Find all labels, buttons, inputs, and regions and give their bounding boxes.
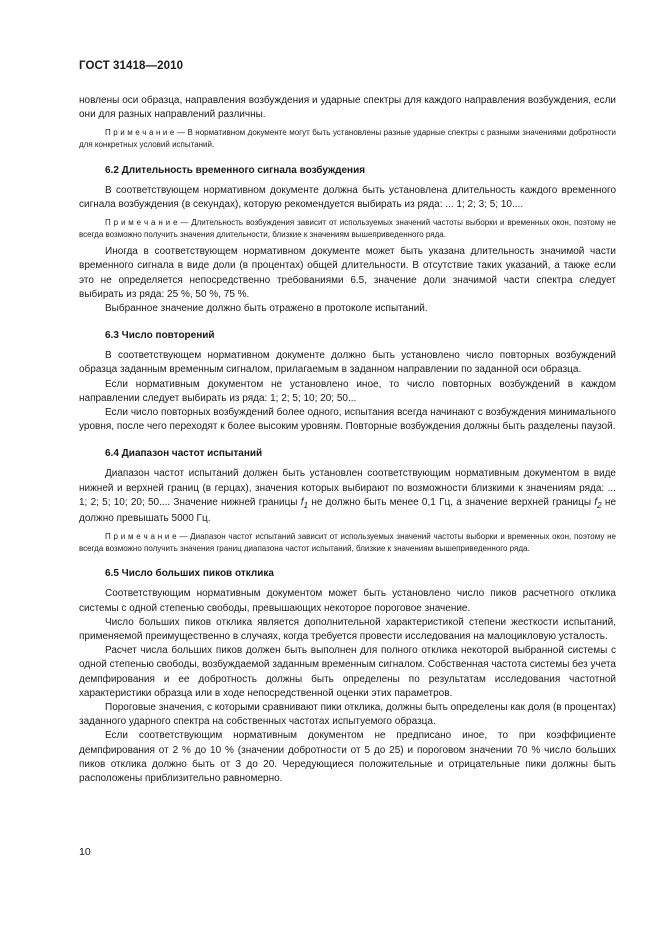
- section-heading-6-4: 6.4 Диапазон частот испытаний: [105, 448, 263, 460]
- paragraph: Пороговые значения, с которыми сравнивают пики отклика, должны быть определены как доля (в процентах) заданного ударного спектра на собственных частотах испытуемого образца.: [79, 702, 616, 728]
- section-heading-6-5: 6.5 Число больших пиков отклика: [105, 568, 274, 580]
- paragraph: В соответствующем нормативном документе должно быть установлено число повторных возбуждений образца заданным временным сигналом, прилагаемым в заданном направлении по заданной оси образца.: [79, 350, 616, 376]
- paragraph: Число больших пиков отклика является дополнительной характеристикой степени жесткости испытаний, применяемой преимущественно в случаях, когда требуется провести исследования на малоцикловую усталость.: [79, 616, 616, 643]
- paragraph: новлены оси образца, направления возбуждения и ударные спектры для каждого направления возбуждения, если они для разных направлений различны.: [79, 95, 616, 121]
- paragraph: Выбранное значение должно быть отражено в протоколе испытаний.: [105, 303, 428, 314]
- paragraph: Если соответствующим нормативным документом не предписано иное, то при коэффициенте демпфирования от 2 % до 10 % (значении добротности от 5 до 25) и пороговом значении 70 % число больших пиков отклика должно быть от 3 до 20. Чередующиеся положительные и отрицательные пики должны быть расположены приблизительно равномерно.: [79, 730, 616, 785]
- page-body: [79, 94, 616, 786]
- symbol-f2: $f_2$: [594, 496, 602, 510]
- note: П р и м е ч а н и е — Длительность возбуждения зависит от используемых значений частоты выборки и временных окон, поэтому не всегда возможно получить значения длительности, близкие к значениям вышеприведенного ряда.: [79, 218, 616, 239]
- paragraph: [79, 467, 616, 526]
- document-header: ГОСТ 31418—2010: [79, 60, 184, 72]
- paragraph: Соответствующим нормативным документом может быть установлено число пиков расчетного отклика системы с одной степенью свободы, превышающих некоторое пороговое значение.: [79, 588, 616, 614]
- symbol-f1: $f_1$: [300, 496, 309, 510]
- paragraph: Если нормативным документом не установлено иное, то число повторных возбуждений в каждом направлении следует выбирать из ряда: 1; 2; 5; 10; 20; 50...: [79, 378, 616, 404]
- paragraph: Если число повторных возбуждений более одного, испытания всегда начинают с возбуждения минимального уровня, после чего переходят к более высоким уровням. Повторные возбуждения должны быть разделены паузой.: [79, 407, 616, 433]
- text-run: Диапазон частот испытаний должен быть установлен соответствующим нормативным документом в виде нижней и верхней границ (в герцах), значения которых выбирают по возможности близкими к значениям ряда: ... 1; 2; 5; 10; 20; 50.... Значение нижней границы: [79, 468, 616, 508]
- page-number: 10: [79, 846, 91, 858]
- paragraph: В соответствующем нормативном документе должна быть установлена длительность каждого временного сигнала возбуждения (в секундах), которую рекомендуется выбирать из ряда: ... 1; 2; 3; 5; 10....: [79, 184, 616, 210]
- paragraph: Расчет числа больших пиков должен быть выполнен для полного отклика некоторой выбранной системы с одной степенью свободы, возбуждаемой заданным временным сигналом. Собственная частота системы без учета демпфирования и ее добротность должны быть определены по результатам исследования частотной характеристики образца или в ходе непосредственной оценки этих параметров.: [79, 645, 616, 699]
- section-heading-6-2: 6.2 Длительность временного сигнала возбуждения: [105, 164, 366, 176]
- note: П р и м е ч а н и е — В нормативном документе могут быть установлены разные ударные спектры с разными значениями добротности для конкретных условий испытаний.: [79, 128, 616, 149]
- text-run: не должно превышать 5000 Гц.: [79, 496, 616, 525]
- paragraph: Иногда в соответствующем нормативном документе может быть указана длительность значимой части временного сигнала в виде доли (в процентах) общей длительности. В отсутствие таких указаний, а также если это не определяется непосредственно требованиями 6.5, значение доли значимой части спектра следует выбирать из ряда: 25 %, 50 %, 75 %.: [79, 246, 616, 300]
- text-run: не должно быть менее 0,1 Гц, а значение верхней границы: [308, 496, 595, 508]
- note: П р и м е ч а н и е — Диапазон частот испытаний зависит от используемых значений частоты выборки и временных окон, поэтому не всегда возможно получить значения границ диапазона частот испытаний, близкие к значениям вышеприведенного ряда.: [79, 532, 616, 553]
- section-heading-6-3: 6.3 Число повторений: [105, 330, 215, 342]
